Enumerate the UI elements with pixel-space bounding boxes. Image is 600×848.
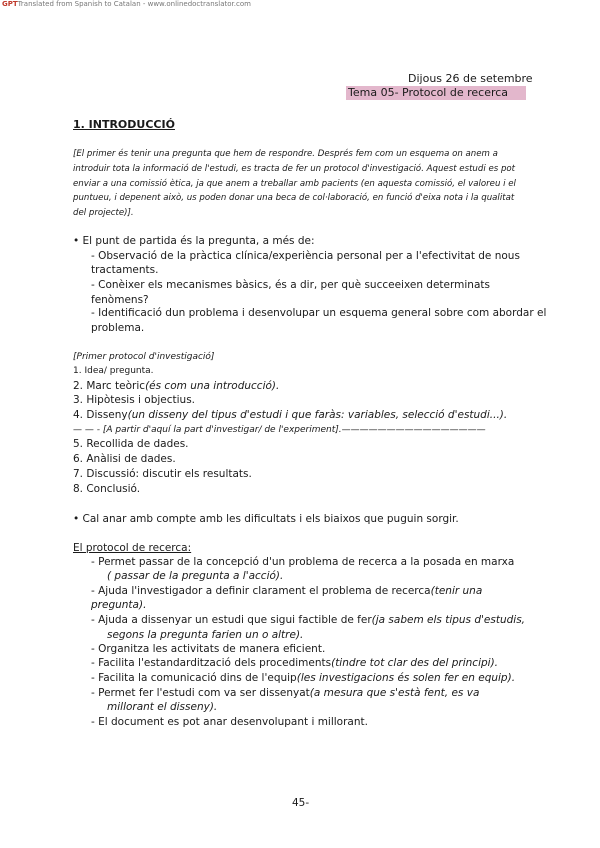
list-item: - Conèixer els mecanismes bàsics, és a dir, per què succeeixen determinats <box>91 279 490 291</box>
recerca-title: El protocol de recerca: <box>73 542 192 554</box>
list-item <box>91 657 498 669</box>
protocol-step <box>73 409 507 421</box>
list-item-note: (ja sabem els tipus d'estudis, <box>371 614 526 626</box>
translation-notice: Translated from Spanish to Catalan - www.onlinedoctranslator.com <box>17 0 251 8</box>
header-date: Dijous 26 de setembre <box>408 72 533 85</box>
protocol-step: 8. Conclusió. <box>73 483 141 495</box>
intro-paragraph: [El primer és tenir una pregunta que hem de respondre. Després fem com un esquema on anem a introduir tota la informació de l'estudi, es tracta de fer un protocol d'investigació. Aquest estudi es pot enviar a una comissió ètica, ja que anem a treballar amb pacients (en aquesta comissió, el valoreu i el puntueu, i depenent això, us poden donar una beca de col·laboració, en funció d'eixa nota i la qualitat del projecte)]. <box>73 149 516 219</box>
protocol-step: 1. Idea/ pregunta. <box>73 366 154 376</box>
list-item: - Identificació dun problema i desenvolupar un esquema general sobre com abordar el <box>91 307 547 319</box>
list-item-text: - Facilita l'estandardització dels procediments <box>91 657 332 669</box>
bullet-caution: • Cal anar amb compte amb les dificultats i els biaixos que puguin sorgir. <box>73 513 459 525</box>
list-item <box>91 585 482 597</box>
list-item-text: - Facilita la comunicació dins de l'equip <box>91 672 297 684</box>
protocol-divider: — — - [A partir d'aquí la part d'investigar/ de l'experiment].———————————————— <box>73 425 486 435</box>
protocol-step <box>73 380 279 392</box>
list-item-text: - Ajuda l'investigador a definir clarament el problema de recerca <box>91 585 431 597</box>
list-item <box>91 614 525 626</box>
list-item: problema. <box>91 322 145 334</box>
bullet-start-point: • El punt de partida és la pregunta, a més de: <box>73 235 315 247</box>
list-item-note: (tenir una <box>430 585 483 597</box>
protocol-step-note: (un disseny del tipus d'estudi i que faràs: variables, selecció d'estudi...). <box>127 409 508 421</box>
list-item-note: (les investigacions és solen fer en equip). <box>296 672 516 684</box>
protocol-step: 5. Recollida de dades. <box>73 438 189 450</box>
protocol-step-label: 4. Disseny <box>73 409 128 421</box>
protocol-step: 3. Hipòtesis i objectius. <box>73 394 196 406</box>
list-item-note: pregunta). <box>91 599 147 611</box>
list-item-note: millorant el disseny). <box>107 701 218 713</box>
protocol-step: 7. Discussió: discutir els resultats. <box>73 468 252 480</box>
list-item-text: - Permet fer l'estudi com va ser dissenyat <box>91 687 310 699</box>
list-item: - El document es pot anar desenvolupant i millorant. <box>91 716 368 728</box>
list-item-note: (a mesura que s'està fent, es va <box>309 687 480 699</box>
list-item-note: (tindre tot clar des del principi). <box>331 657 499 669</box>
protocol-title: [Primer protocol d'investigació] <box>73 352 215 362</box>
protocol-step-note: (és com una introducció). <box>145 380 280 392</box>
protocol-step: 6. Anàlisi de dades. <box>73 453 176 465</box>
list-item: - Observació de la pràctica clínica/experiència personal per a l'efectivitat de nous <box>91 250 520 262</box>
list-item: - Organitza les activitats de manera eficient. <box>91 643 326 655</box>
list-item: tractaments. <box>91 264 159 276</box>
list-item <box>91 672 515 684</box>
translator-logo: GPT <box>2 0 18 8</box>
page-number: 45- <box>292 797 310 809</box>
protocol-step-label: 2. Marc teòric <box>73 380 146 392</box>
list-item: fenòmens? <box>91 294 149 306</box>
list-item-text: - Ajuda a dissenyar un estudi que sigui factible de fer <box>91 614 372 626</box>
header-theme: Tema 05- Protocol de recerca <box>346 86 526 100</box>
list-item-note: ( passar de la pregunta a l'acció). <box>107 570 284 582</box>
translation-banner <box>2 0 251 8</box>
list-item <box>91 687 479 699</box>
list-item-note: segons la pregunta farien un o altre). <box>107 629 304 641</box>
section-heading: 1. INTRODUCCIÓ <box>73 118 175 131</box>
list-item: - Permet passar de la concepció d'un problema de recerca a la posada en marxa <box>91 556 515 568</box>
